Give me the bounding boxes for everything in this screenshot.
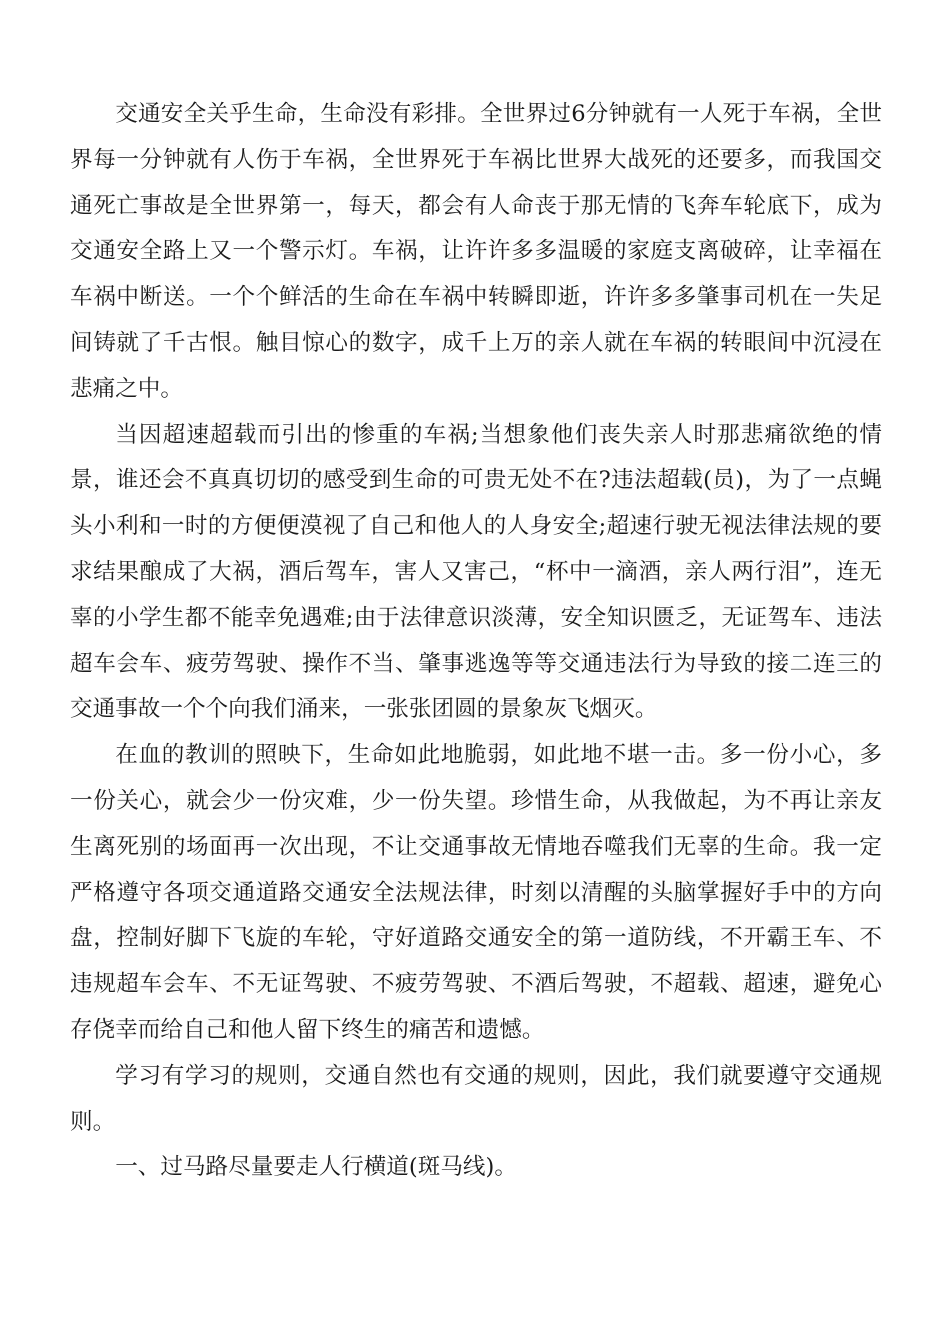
document-body — [70, 92, 882, 1191]
paragraph-commitment: 在血的教训的照映下，生命如此地脆弱，如此地不堪一击。多一份小心，多一份关心，就会少一份灾难，少一份失望。珍惜生命，从我做起，为不再让亲友生离死别的场面再一次出现，不让交通事故无情地吞噬我们无辜的生命。我一定严格遵守各项交通道路交通安全法规法律，时刻以清醒的头脑掌握好手中的方向盘，控制好脚下飞旋的车轮，守好道路交通安全的第一道防线，不开霸王车、不违规超车会车、不无证驾驶、不疲劳驾驶、不酒后驾驶，不超载、超速，避免心存侥幸而给自己和他人留下终生的痛苦和遗憾。 — [70, 742, 882, 1043]
paragraph-rule-one: 一、过马路尽量要走人行横道(斑马线)。 — [115, 1154, 517, 1181]
paragraph-traffic-safety-intro: 交通安全关乎生命，生命没有彩排。全世界过6分钟就有一人死于车祸，全世界每一分钟就有人伤于车祸，全世界死于车祸比世界大战死的还要多，而我国交通死亡事故是全世界第一，每天，都会有人命丧于那无情的飞奔车轮底下，成为交通安全路上又一个警示灯。车祸，让许许多多温暖的家庭支离破碎，让幸福在车祸中断送。一个个鲜活的生命在车祸中转瞬即逝，许许多多肇事司机在一失足间铸就了千古恨。触目惊心的数字，成千上万的亲人就在车祸的转眼间中沉浸在悲痛之中。 — [70, 101, 882, 402]
paragraph-rules: 学习有学习的规则，交通自然也有交通的规则，因此，我们就要遵守交通规则。 — [70, 1062, 882, 1135]
paragraph-violations: 当因超速超载而引出的惨重的车祸;当想象他们丧失亲人时那悲痛欲绝的情景，谁还会不真真切切的感受到生命的可贵无处不在?违法超载(员)，为了一点蝇头小利和一时的方便便漠视了自己和他人的人身安全;超速行驶无视法律法规的要求结果酿成了大祸，酒后驾车，害人又害己，“杯中一滴酒，亲人两行泪”，连无辜的小学生都不能幸免遇难;由于法律意识淡薄，安全知识匮乏，无证驾车、违法超车会车、疲劳驾驶、操作不当、肇事逃逸等等交通违法行为导致的接二连三的交通事故一个个向我们涌来，一张张团圆的景象灰飞烟灭。 — [70, 421, 882, 723]
